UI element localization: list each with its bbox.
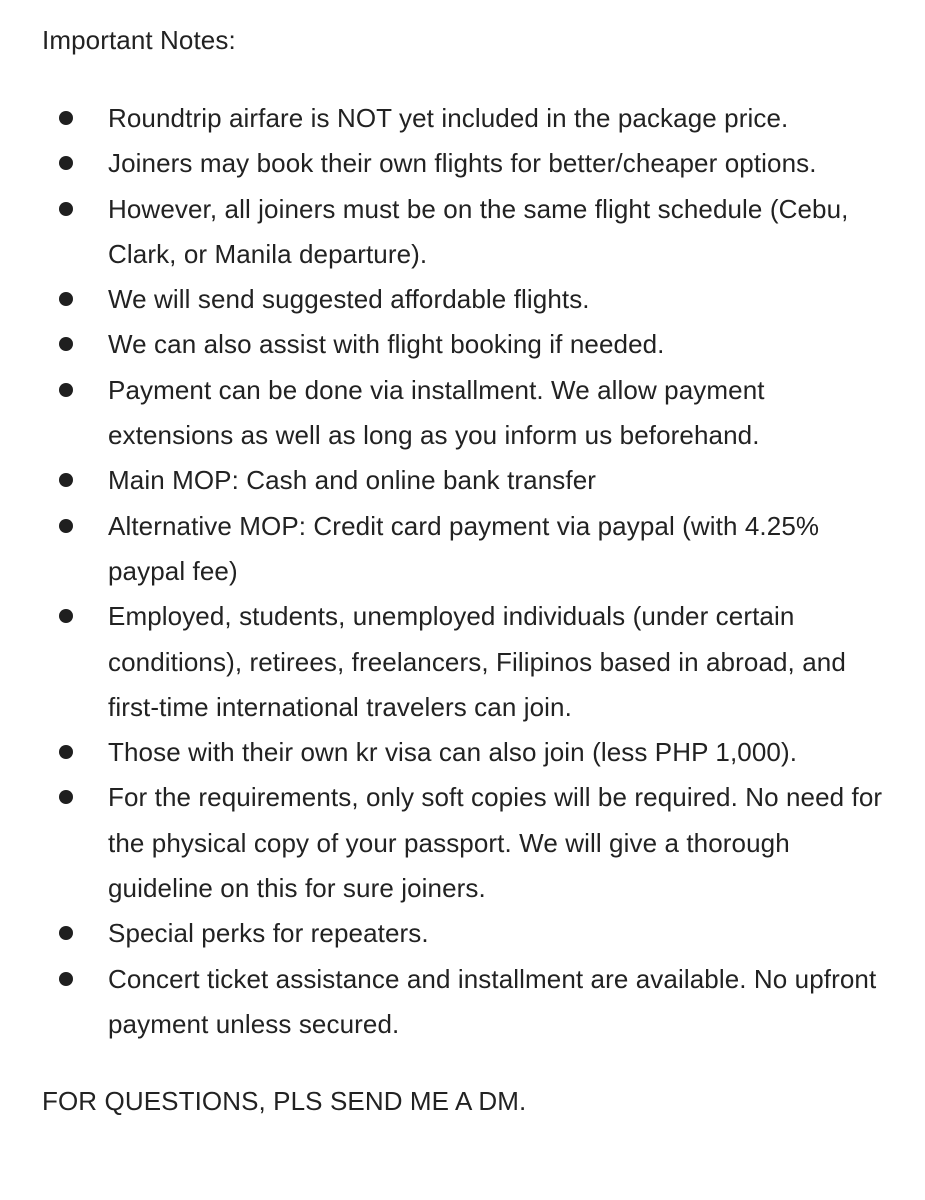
note-item-5 xyxy=(42,322,885,367)
bullet-icon xyxy=(59,519,73,533)
footer-contact-note: FOR QUESTIONS, PLS SEND ME A DM. xyxy=(42,1086,527,1117)
bullet-icon xyxy=(59,609,73,623)
note-item-11 xyxy=(42,775,885,911)
bullet-icon xyxy=(59,202,73,216)
note-text: Employed, students, unemployed individuals (under certain conditions), retirees, freelancers, Filipinos based in abroad, and first-time international travelers can join. xyxy=(108,601,846,722)
note-text: For the requirements, only soft copies will be required. No need for the physical copy of your passport. We will give a thorough guideline on this for sure joiners. xyxy=(108,782,883,904)
bullet-icon xyxy=(59,972,73,986)
note-item-6 xyxy=(42,368,885,459)
notes-heading: Important Notes: xyxy=(42,25,236,55)
note-item-2 xyxy=(42,141,885,186)
note-text: We will send suggested affordable flights. xyxy=(108,284,590,315)
note-text: Alternative MOP: Credit card payment via paypal (with 4.25% paypal fee) xyxy=(108,510,820,586)
bullet-icon xyxy=(59,473,73,487)
note-text: Payment can be done via installment. We allow payment extensions as well as long as you inform us beforehand. xyxy=(108,374,765,451)
note-text: Main MOP: Cash and online bank transfer xyxy=(108,465,597,496)
bullet-icon xyxy=(59,926,73,940)
bullet-icon xyxy=(59,292,73,306)
note-item-10 xyxy=(42,730,885,775)
note-text: Roundtrip airfare is NOT yet included in the package price. xyxy=(108,103,789,133)
bullet-icon xyxy=(59,383,73,397)
note-text: However, all joiners must be on the same flight schedule (Cebu, Clark, or Manila departure). xyxy=(108,193,849,269)
bullet-icon xyxy=(59,790,73,804)
bullet-icon xyxy=(59,111,73,125)
note-item-3 xyxy=(42,187,885,278)
note-item-9 xyxy=(42,594,885,730)
note-text: We can also assist with flight booking if needed. xyxy=(108,329,665,360)
bullet-icon xyxy=(59,337,73,351)
bullet-icon xyxy=(59,156,73,170)
note-text: Joiners may book their own flights for better/cheaper options. xyxy=(108,148,817,179)
note-item-7 xyxy=(42,458,885,503)
note-text: Those with their own kr visa can also join (less PHP 1,000). xyxy=(108,737,798,768)
note-text: Concert ticket assistance and installment are available. No upfront payment unless secured. xyxy=(108,963,877,1039)
note-item-8 xyxy=(42,504,885,595)
notes-list xyxy=(42,96,885,1047)
note-item-13 xyxy=(42,957,885,1048)
note-text: Special perks for repeaters. xyxy=(108,918,429,949)
note-item-4 xyxy=(42,277,885,322)
note-item-12 xyxy=(42,911,885,956)
note-item-1 xyxy=(42,96,885,141)
bullet-icon xyxy=(59,745,73,759)
